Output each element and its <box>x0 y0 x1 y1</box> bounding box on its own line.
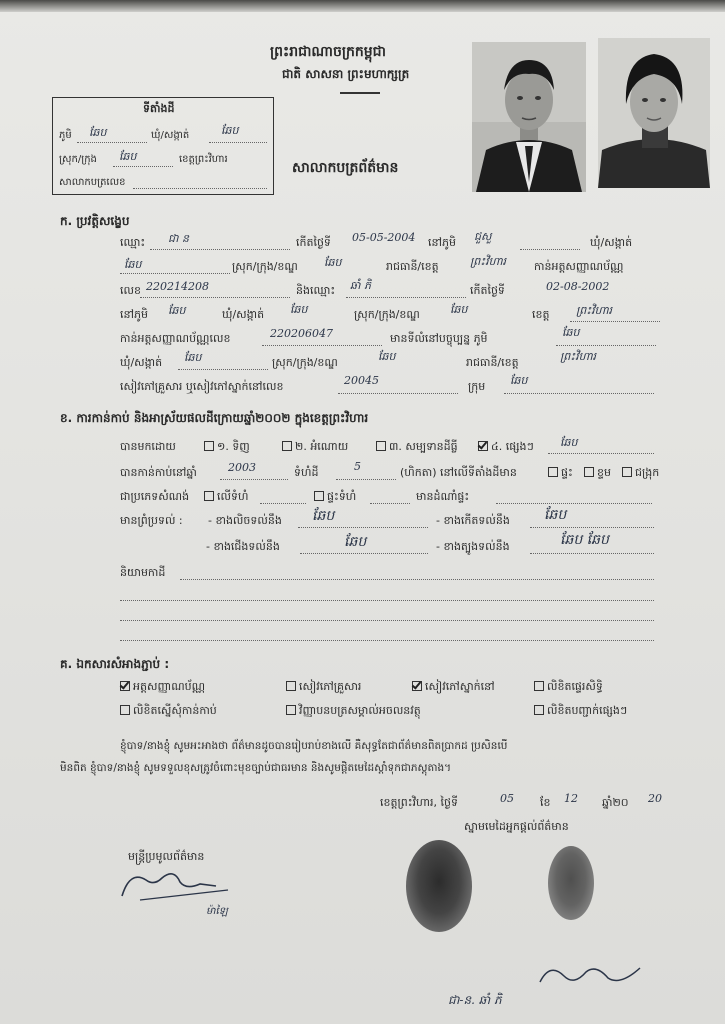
opt-longterm[interactable] <box>204 490 248 506</box>
doc-residence-book[interactable] <box>412 680 495 696</box>
acquired-label: បានមកដោយ <box>120 440 176 453</box>
land-location-box <box>52 97 274 195</box>
provider-signature-label: ស្នាមមេដៃអ្នកផ្តល់ព័ត៌មាន <box>464 820 569 833</box>
plot-dots <box>133 188 267 189</box>
doc-certificate[interactable] <box>286 704 421 720</box>
village-dots <box>77 142 147 143</box>
officer-name: ម៉ាឡៃ <box>206 906 228 917</box>
opt-concession-checkbox[interactable] <box>376 441 386 451</box>
doc-id-card-checkbox[interactable] <box>120 681 130 691</box>
since-value: 2003 <box>228 461 256 474</box>
west-label: - ខាងកើតទល់នឹង <box>436 514 510 527</box>
doc-transfer[interactable] <box>534 680 603 696</box>
date-year-label: ឆ្នាំ២០ <box>602 796 629 809</box>
city-a-value: ព្រះវិហារ <box>470 255 507 268</box>
birth-village-value: ជួសួ <box>474 230 492 243</box>
opt-other-checkbox[interactable] <box>478 441 488 451</box>
north-label: - ខាងជើងទល់នឹង <box>206 540 280 553</box>
commune-value: ឆែប <box>221 124 239 137</box>
north-dots <box>300 553 428 554</box>
opt-barn-label: ជង្រុក <box>635 466 660 479</box>
res-commune-label: ឃុំ/សង្កាត់ <box>120 356 163 369</box>
doc-family-book-checkbox[interactable] <box>286 681 296 691</box>
sp-commune-value: ឆែប <box>290 303 308 316</box>
opt-buy[interactable] <box>204 440 250 456</box>
opt-hut[interactable] <box>584 466 611 482</box>
province-label: ខេត្តព្រះវិហារ <box>179 154 228 165</box>
id-no-label: លេខ <box>120 284 141 297</box>
family-book-value: 20045 <box>344 374 379 387</box>
spouse-label: និងឈ្មោះ <box>296 284 336 297</box>
longterm-dots <box>260 503 306 504</box>
opt-gift-label: ២. អំណោយ <box>295 440 349 453</box>
res-commune-dots <box>178 369 268 370</box>
page-top-shadow <box>0 0 725 12</box>
name-dots <box>150 249 290 250</box>
area-label: ទំហំដី <box>294 466 319 479</box>
opt-house-checkbox[interactable] <box>548 467 558 477</box>
res-district-label: ស្រុក/ក្រុង/ខណ្ឌ <box>272 356 338 369</box>
doc-request-label: លិខិតស្នើសុំកាន់កាប់ <box>133 704 217 717</box>
group-label: ក្រុម <box>468 380 486 393</box>
north-value: ឆែប <box>344 534 367 550</box>
motto-underline <box>340 92 380 94</box>
doc-other-checkbox[interactable] <box>534 705 544 715</box>
note-dots-3 <box>120 620 654 621</box>
section-c-title: គ. ឯកសារសំអាងភ្ជាប់ : <box>60 657 170 671</box>
opt-shortterm[interactable] <box>314 490 356 506</box>
footer-name: ជា-ន. ឆាំ ភិ <box>448 993 502 1007</box>
crop-year-label: មានដំណាំផ្ទះ <box>416 490 470 503</box>
name-label: ឈ្មោះ <box>120 236 146 249</box>
plot-label: សាលាកបត្រលេខ <box>59 177 126 188</box>
commune-a-value: ឆែប <box>124 258 142 271</box>
residence-value: ឆែប <box>562 326 580 339</box>
doc-transfer-label: លិខិតផ្ទេរសិទ្ធិ <box>547 680 603 693</box>
spouse-value: ឆាំ ភិ <box>350 279 371 292</box>
note-dots-4 <box>120 640 654 641</box>
doc-request[interactable] <box>120 704 217 720</box>
sp-district-value: ឆែប <box>450 303 468 316</box>
doc-certificate-label: វិញ្ញាបនបត្រសម្គាល់អចលនវត្ថុ <box>299 704 421 717</box>
sp-id-value: 220206047 <box>270 327 333 340</box>
doc-residence-book-label: សៀវភៅស្នាក់នៅ <box>425 680 495 693</box>
opt-hut-label: ខ្ទម <box>597 466 611 479</box>
residence-label: មានទីលំនៅបច្ចុប្បន្ន ភូមិ <box>390 332 488 345</box>
spouse-dob-value: 02-08-2002 <box>546 280 610 293</box>
section-b-title: ខ. ការកាន់កាប់ និងអាស្រ័យផលដីក្រោយឆ្នាំ២០០២ ក្នុងខេត្តព្រះវិហារ <box>60 411 369 425</box>
dob-label: កើតថ្ងៃទី <box>296 236 331 249</box>
district-a-value: ឆែប <box>324 256 342 269</box>
sp-commune-label: ឃុំ/សង្កាត់ <box>222 308 265 321</box>
name-value: ជា ន <box>168 232 189 245</box>
officer-signature-icon <box>116 860 236 904</box>
district-a-label: ស្រុក/ក្រុង/ខណ្ឌ <box>232 260 298 273</box>
sp-city-value: ព្រះវិហារ <box>576 304 613 317</box>
birth-village-dots <box>520 249 580 250</box>
commune-a-dots <box>120 273 230 274</box>
opt-longterm-checkbox[interactable] <box>204 491 214 501</box>
opt-house[interactable] <box>548 466 573 482</box>
date-day: 05 <box>500 792 514 805</box>
res-city-label: រាជធានី/ខេត្ត <box>466 356 519 369</box>
group-dots <box>504 393 654 394</box>
form-title: សាលាកបត្រព័ត៌មាន <box>292 160 399 176</box>
land-location-title: ទីតាំងដី <box>143 102 175 115</box>
district-dots <box>113 166 173 167</box>
opt-concession-label: ៣. សម្បទានដីធ្លី <box>389 440 458 453</box>
doc-id-card-label: អត្តសញ្ញាណប័ណ្ណ <box>133 680 206 693</box>
village-value: ឆែប <box>89 126 107 139</box>
since-label: បានកាន់កាប់នៅឆ្នាំ <box>120 466 197 479</box>
res-city-value: ព្រះវិហារ <box>560 350 597 363</box>
birth-village-label: នៅភូមិ <box>428 236 456 249</box>
commune-a-label: ឃុំ/សង្កាត់ <box>590 236 633 249</box>
date-place-label: ខេត្តព្រះវិហារ, ថ្ងៃទី <box>380 796 458 809</box>
doc-other-label: លិខិតបញ្ជាក់ផ្សេងៗ <box>547 704 628 717</box>
doc-residence-book-checkbox[interactable] <box>412 681 422 691</box>
commune-dots <box>209 142 267 143</box>
sp-village-value: ឆែប <box>168 304 186 317</box>
opt-longterm-label: លើទំហំ <box>217 490 249 503</box>
female-portrait-icon <box>598 38 710 188</box>
note-dots-1 <box>180 579 654 580</box>
south-label: - ខាងត្បូងទល់នឹង <box>436 540 510 553</box>
area-value: 5 <box>354 460 361 473</box>
crop-year-dots <box>496 503 652 504</box>
west-value: ឆែប <box>544 507 567 523</box>
date-month: 12 <box>564 792 578 805</box>
border-label: មានព្រំប្រទល់ : <box>120 514 183 527</box>
shortterm-dots <box>370 503 410 504</box>
doc-request-checkbox[interactable] <box>120 705 130 715</box>
doc-id-card[interactable] <box>120 680 205 696</box>
family-book-label: សៀវភៅគ្រួសារ ឬសៀវភៅស្នាក់នៅលេខ <box>120 380 284 393</box>
group-value: ឆែប <box>510 374 528 387</box>
opt-other-label: ៤. ផ្សេងៗ <box>491 440 534 453</box>
date-month-label: ខែ <box>540 796 551 809</box>
opt-other[interactable] <box>478 440 534 456</box>
applicant-photo-male <box>472 42 586 192</box>
date-year: 20 <box>648 792 662 805</box>
spouse-dob-label: កើតថ្ងៃទី <box>470 284 505 297</box>
family-book-dots <box>338 393 458 394</box>
district-label: ស្រុក/ក្រុង <box>59 154 97 165</box>
opt-shortterm-label: ផ្ទះទំហំ <box>327 490 357 503</box>
opt-concession[interactable] <box>376 440 458 456</box>
doc-transfer-checkbox[interactable] <box>534 681 544 691</box>
crop-label: ជាប្រភេទសំណង់ <box>120 490 190 503</box>
east-label: - ខាងលិចទល់នឹង <box>208 514 282 527</box>
sp-village-label: នៅភូមិ <box>120 308 148 321</box>
village-label: ភូមិ <box>59 130 72 141</box>
doc-certificate-checkbox[interactable] <box>286 705 296 715</box>
since-dots <box>220 479 288 480</box>
east-value: ឆែប <box>312 508 335 524</box>
opt-other-value: ឆែប <box>560 436 578 449</box>
declaration-line-2: មិនពិត ខ្ញុំបាទ/នាងខ្ញុំ សូមទទួលខុសត្រូវចំពោះមុខច្បាប់ជាធរមាន និងសូមផ្តិតមេដៃស្តាំទុកជាភស្តុតាង។ <box>60 762 452 774</box>
note-label: និយាមកាដី <box>120 566 166 579</box>
footer-signature-icon <box>530 960 650 990</box>
res-district-value: ឆែប <box>378 350 396 363</box>
opt-house-label: ផ្ទះ <box>561 466 573 479</box>
spouse-dots <box>346 297 466 298</box>
district-value: ឆែប <box>119 150 137 163</box>
opt-hut-checkbox[interactable] <box>584 467 594 477</box>
sp-id-dots <box>262 345 382 346</box>
opt-other-dots <box>548 453 654 454</box>
note-dots-2 <box>120 600 654 601</box>
opt-gift[interactable] <box>282 440 348 456</box>
city-a-label: រាជធានី/ខេត្ត <box>386 260 439 273</box>
applicant-photo-female <box>598 38 710 188</box>
national-motto: ជាតិ សាសនា ព្រះមហាក្សត្រ <box>282 67 410 81</box>
officer-label: មន្ត្រីប្រមូលព័ត៌មាន <box>128 850 205 863</box>
opt-buy-checkbox[interactable] <box>204 441 214 451</box>
opt-shortterm-checkbox[interactable] <box>314 491 324 501</box>
male-portrait-icon <box>472 42 586 192</box>
unit-label: (ហិកតា) នៅលើទីតាំងដីមាន <box>400 466 517 479</box>
sp-city-label: ខេត្ត <box>532 308 550 321</box>
sp-city-dots <box>570 321 660 322</box>
doc-family-book-label: សៀវភៅគ្រួសារ <box>299 680 362 693</box>
south-value: ឆែប ឆែប <box>560 532 609 548</box>
opt-barn[interactable] <box>622 466 659 482</box>
id-no-dots <box>140 297 290 298</box>
residence-dots <box>556 345 656 346</box>
section-a-title: ក. ប្រវត្តិសង្ខេប <box>60 214 130 228</box>
commune-label: ឃុំ/សង្កាត់ <box>151 130 190 141</box>
sp-district-label: ស្រុក/ក្រុង/ខណ្ឌ <box>354 308 420 321</box>
south-dots <box>530 553 654 554</box>
opt-gift-checkbox[interactable] <box>282 441 292 451</box>
id-label: កាន់អត្តសញ្ញាណប័ណ្ណ <box>534 260 624 273</box>
kingdom-heading: ព្រះរាជាណាចក្រកម្ពុជា <box>270 44 387 60</box>
area-dots <box>336 479 396 480</box>
right-fingerprint <box>548 846 594 920</box>
declaration-line-1: ខ្ញុំបាទ/នាងខ្ញុំ សូមអះអាងថា ព័ត៌មានដូចបានរៀបរាប់ខាងលើ គឺសុទ្ធតែជាព័ត៌មានពិតប្រាកដ ប្រសិនបើ <box>120 740 508 752</box>
left-fingerprint <box>406 840 472 932</box>
east-dots <box>298 527 428 528</box>
dob-value: 05-05-2004 <box>352 231 416 244</box>
sp-id-label: កាន់អត្តសញ្ញាណប័ណ្ណលេខ <box>120 332 231 345</box>
west-dots <box>530 527 654 528</box>
opt-buy-label: ១. ទិញ <box>217 440 250 453</box>
opt-barn-checkbox[interactable] <box>622 467 632 477</box>
doc-other[interactable] <box>534 704 627 720</box>
id-no-value: 220214208 <box>146 280 209 293</box>
doc-family-book[interactable] <box>286 680 361 696</box>
res-commune-value: ឆែប <box>184 351 202 364</box>
